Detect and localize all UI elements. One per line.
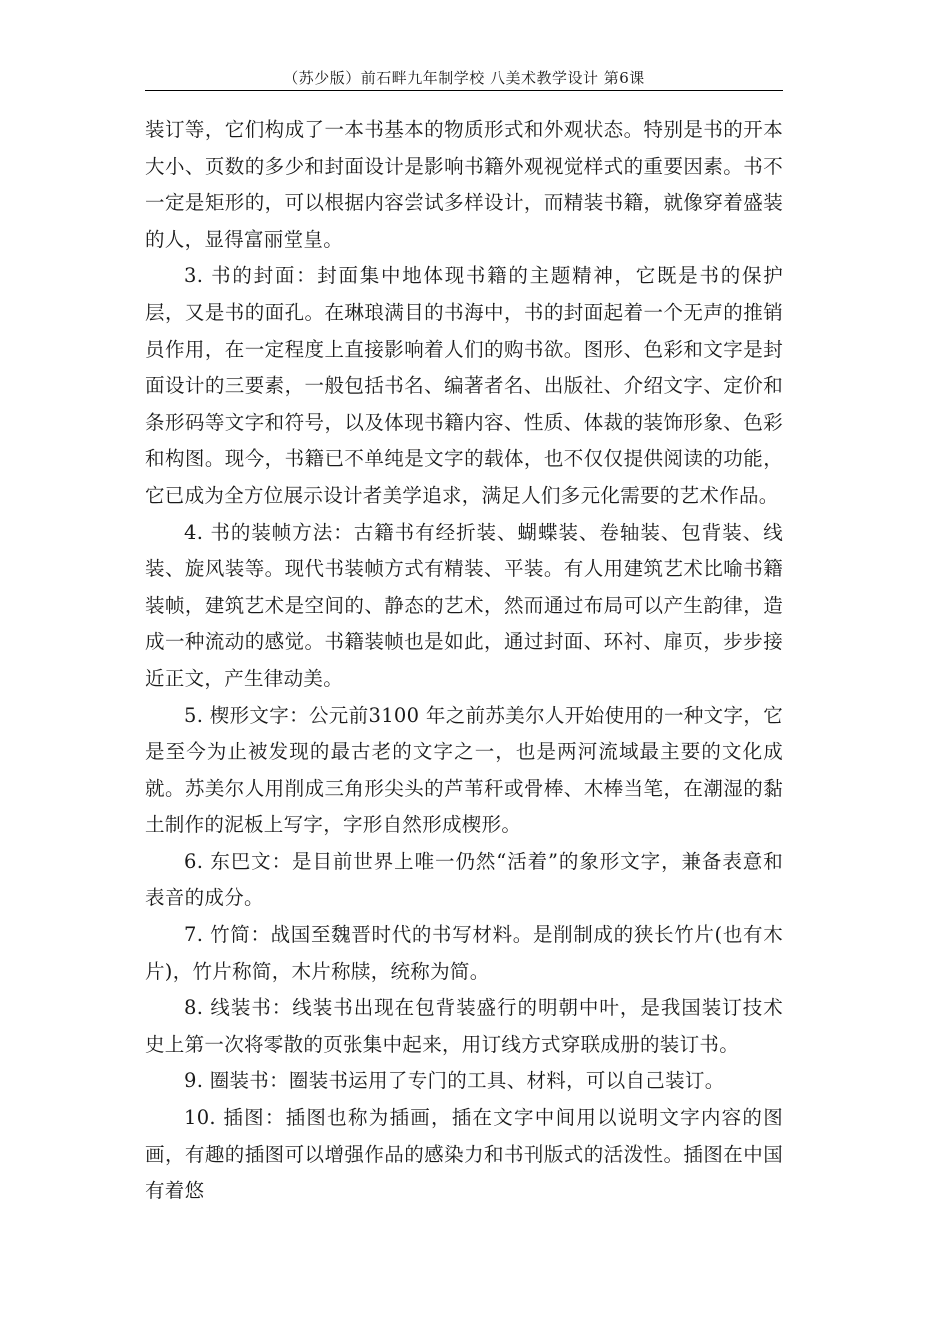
paragraph-ring-bound-book: 9. 圈装书：圈装书运用了专门的工具、材料，可以自己装订。 bbox=[184, 1069, 725, 1093]
paragraph-cuneiform: 5. 楔形文字：公元前3100 年之前苏美尔人开始使用的一种文字，它是至今为止被发现的最古老的文字之一，也是两河流域最主要的文化成就。苏美尔人用削成三角形尖头的芦苇秆或骨棒、木棒当笔，在潮湿的黏土制作的泥板上写字，字形自然形成楔形。 bbox=[145, 703, 783, 837]
paragraph-bamboo-slips: 7. 竹简：战国至魏晋时代的书写材料。是削制成的狭长竹片(也有木片)，竹片称简，木片称牍，统称为简。 bbox=[145, 923, 783, 983]
paragraph-dongba-script: 6. 东巴文：是目前世界上唯一仍然“活着”的象形文字，兼备表意和表音的成分。 bbox=[145, 849, 783, 910]
document-body bbox=[145, 112, 783, 1210]
paragraph-binding-methods: 4. 书的装帧方法：古籍书有经折装、蝴蝶装、卷轴装、包背装、线装、旋风装等。现代书装帧方式有精装、平装。有人用建筑艺术比喻书籍装帧，建筑艺术是空间的、静态的艺术，然而通过布局可以产生韵律，造成一种流动的感觉。书籍装帧也是如此，通过封面、环衬、扉页，步步接近正文，产生律动美。 bbox=[145, 520, 783, 690]
paragraph-book-cover: 3. 书的封面：封面集中地体现书籍的主题精神，它既是书的保护层，又是书的面孔。在琳琅满目的书海中，书的封面起着一个无声的推销员作用，在一定程度上直接影响着人们的购书欲。图形、色彩和文字是封面设计的三要素，一般包括书名、编著者名、出版社、介绍文字、定价和条形码等文字和符号，以及体现书籍内容、性质、体裁的装饰形象、色彩和构图。现今，书籍已不单纯是文字的载体，也不仅仅提供阅读的功能，它已成为全方位展示设计者美学追求，满足人们多元化需要的艺术作品。 bbox=[145, 264, 783, 507]
paragraph-continuation: 装订等，它们构成了一本书基本的物质形式和外观状态。特别是书的开本大小、页数的多少和封面设计是影响书籍外观视觉样式的重要因素。书不一定是矩形的，可以根据内容尝试多样设计，而精装书籍，就像穿着盛装的人，显得富丽堂皇。 bbox=[145, 118, 783, 251]
paragraph-thread-bound-book: 8. 线装书：线装书出现在包背装盛行的明朝中叶，是我国装订技术史上第一次将零散的页张集中起来，用订线方式穿联成册的装订书。 bbox=[145, 996, 783, 1056]
page-header: （苏少版）前石畔九年制学校 八美术教学设计 第6课 bbox=[145, 68, 783, 91]
paragraph-illustration: 10. 插图：插图也称为插画，插在文字中间用以说明文字内容的图画，有趣的插图可以增强作品的感染力和书刊版式的活泼性。插图在中国有着悠 bbox=[145, 1106, 783, 1203]
